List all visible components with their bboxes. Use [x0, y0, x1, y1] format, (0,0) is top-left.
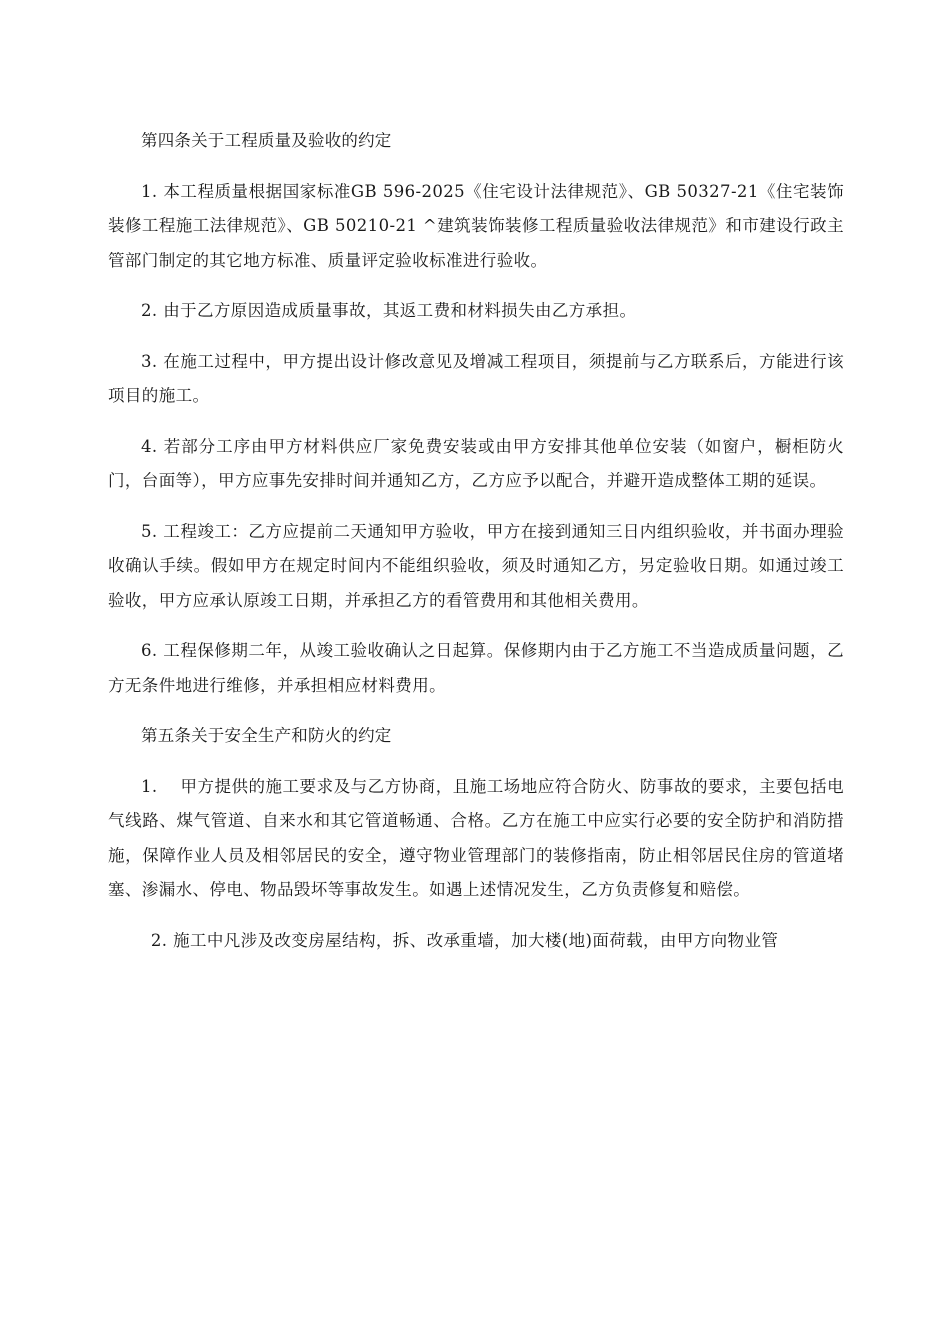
section-heading-article-4: 第四条关于工程质量及验收的约定 — [141, 131, 392, 150]
section-heading-article-5: 第五条关于安全生产和防火的约定 — [141, 726, 392, 745]
clause-5-1: 1. 甲方提供的施工要求及与乙方协商，且施工场地应符合防火、防事故的要求，主要包括电气线路、煤气管道、自来水和其它管道畅通、合格。乙方在施工中应实行必要的安全防护和消防措施，保障作业人员及相邻居民的安全，遵守物业管理部门的装修指南，防止相邻居民住房的管道堵塞、渗漏水、停电、物品毁坏等事故发生。如遇上述情况发生，乙方负责修复和赔偿。 — [108, 776, 844, 899]
clause-4-6: 6. 工程保修期二年，从竣工验收确认之日起算。保修期内由于乙方施工不当造成质量问题，乙方无条件地进行维修，并承担相应材料费用。 — [108, 641, 844, 695]
document-body — [108, 124, 844, 958]
clause-4-3: 3. 在施工过程中，甲方提出设计修改意见及增减工程项目，须提前与乙方联系后，方能进行该项目的施工。 — [108, 351, 844, 405]
clause-4-1: 1. 本工程质量根据国家标准GB 596-2025《住宅设计法律规范》、GB 50327-21《住宅装饰装修工程施工法律规范》、GB 50210-21 ^建筑装饰装修工程质量验收法律规范》和市建设行政主管部门制定的其它地方标准、质量评定验收标准进行验收。 — [108, 181, 844, 270]
clause-5-2: 2. 施工中凡涉及改变房屋结构，拆、改承重墙，加大楼(地)面荷载，由甲方向物业管 — [150, 930, 779, 950]
clause-4-5: 5. 工程竣工：乙方应提前二天通知甲方验收，甲方在接到通知三日内组织验收，并书面办理验收确认手续。假如甲方在规定时间内不能组织验收，须及时通知乙方，另定验收日期。如通过竣工验收，甲方应承认原竣工日期，并承担乙方的看管费用和其他相关费用。 — [108, 521, 844, 610]
clause-4-2: 2. 由于乙方原因造成质量事故，其返工费和材料损失由乙方承担。 — [141, 301, 637, 320]
clause-4-4: 4. 若部分工序由甲方材料供应厂家免费安装或由甲方安排其他单位安装（如窗户，橱柜防火门，台面等），甲方应事先安排时间并通知乙方，乙方应予以配合，并避开造成整体工期的延误。 — [108, 436, 844, 490]
